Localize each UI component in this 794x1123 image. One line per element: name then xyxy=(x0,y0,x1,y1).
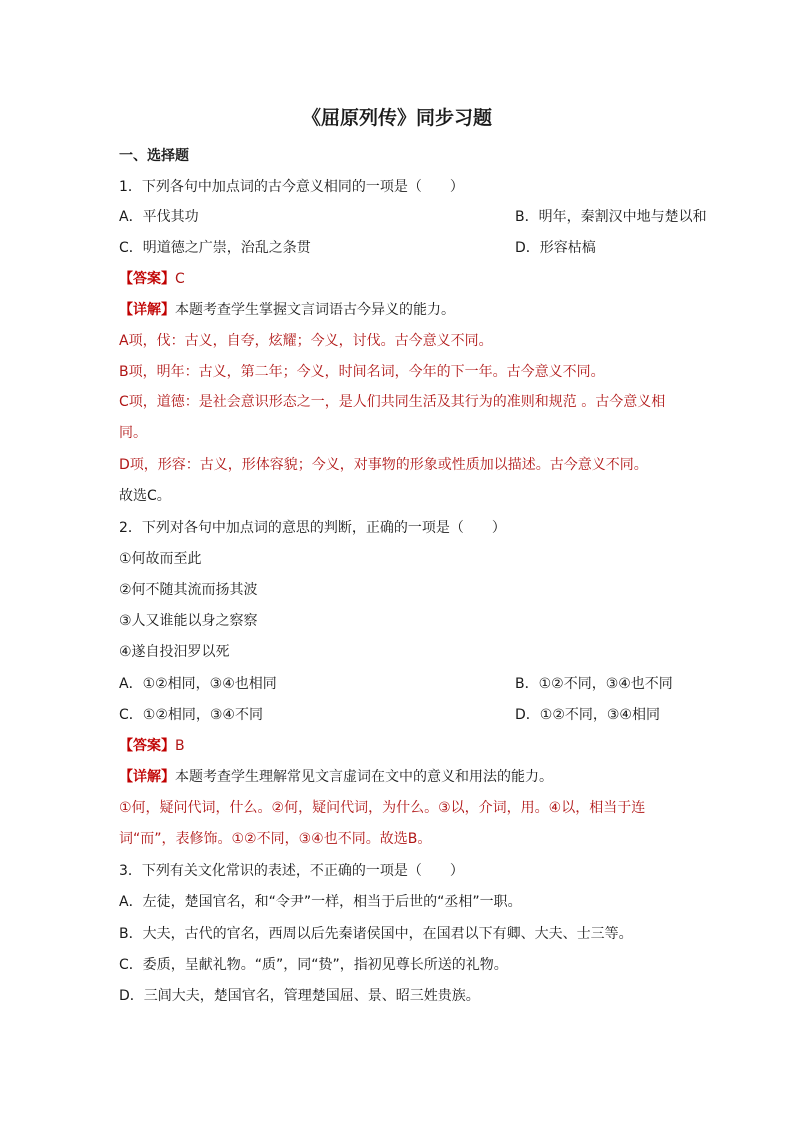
question-3-option-c: C．委质，呈献礼物。“质”，同“贽”，指初见尊长所送的礼物。 xyxy=(119,957,508,973)
question-2-answer xyxy=(119,736,185,756)
detail-tag: 【详解】 xyxy=(119,302,175,318)
question-1-explanation-c: C项，道德：是社会意识形态之一，是人们共同生活及其行为的准则和规范 。古今意义相同。 xyxy=(119,394,666,441)
question-1-option-d: D．形容枯槁 xyxy=(515,240,596,256)
answer-value: C xyxy=(175,271,185,287)
question-1-option-row-1 xyxy=(119,207,707,227)
answer-value: B xyxy=(175,738,185,754)
document-title: 《屈原列传》同步习题 xyxy=(301,107,492,129)
question-2-option-a: A．①②相同，③④也相同 xyxy=(119,676,277,692)
question-2-sentence-3: ③人又谁能以身之察察 xyxy=(119,613,258,629)
question-2-option-row-2 xyxy=(119,705,660,725)
detail-tag: 【详解】 xyxy=(119,769,175,785)
question-1-option-c: C．明道德之广崇，治乱之条贯 xyxy=(119,240,311,256)
question-1-option-a: A．平伐其功 xyxy=(119,209,199,225)
question-3-option-a: A．左徒，楚国官名，和“令尹”一样，相当于后世的“丞相”一职。 xyxy=(119,894,522,910)
question-1-explanation-a: A项，伐：古义，自夸，炫耀；今义，讨伐。古今意义不同。 xyxy=(119,333,493,349)
question-2-option-d: D．①②不同，③④相同 xyxy=(515,707,660,723)
question-3-option-d: D．三闾大夫，楚国官名，管理楚国屈、景、昭三姓贵族。 xyxy=(119,988,480,1004)
question-1-conclusion: 故选C。 xyxy=(119,488,171,504)
question-2-sentence-1: ①何故而至此 xyxy=(119,551,202,567)
question-1-answer xyxy=(119,269,185,289)
question-2-option-c: C．①②相同，③④不同 xyxy=(119,707,263,723)
question-1-option-b: B．明年，秦割汉中地与楚以和 xyxy=(515,209,707,225)
question-2-detail xyxy=(119,767,553,787)
question-2-sentence-2: ②何不随其流而扬其波 xyxy=(119,582,258,598)
question-2-option-row-1 xyxy=(119,674,673,694)
question-2-sentence-4: ④遂自投汨罗以死 xyxy=(119,644,230,660)
question-1-option-row-2 xyxy=(119,238,596,258)
question-3-option-b: B．大夫，古代的官名，西周以后先秦诸侯国中，在国君以下有卿、大夫、士三等。 xyxy=(119,926,633,942)
detail-text: 本题考查学生掌握文言词语古今异义的能力。 xyxy=(175,302,455,318)
question-1-detail xyxy=(119,300,455,320)
question-2-explanation: ①何，疑问代词，什么。②何，疑问代词，为什么。③以，介词，用。④以，相当于连词“而”，表修饰。①②不同，③④也不同。故选B。 xyxy=(119,800,646,847)
section-heading: 一、选择题 xyxy=(119,148,189,164)
answer-tag: 【答案】 xyxy=(119,271,175,287)
detail-text: 本题考查学生理解常见文言虚词在文中的意义和用法的能力。 xyxy=(175,769,553,785)
question-1-explanation-b: B项，明年：古义，第二年；今义，时间名词，今年的下一年。古今意义不同。 xyxy=(119,364,605,380)
question-2-option-b: B．①②不同，③④也不同 xyxy=(515,676,673,692)
question-2-stem: 2．下列对各句中加点词的意思的判断，正确的一项是（ ） xyxy=(119,520,506,536)
answer-tag: 【答案】 xyxy=(119,738,175,754)
question-3-stem: 3．下列有关文化常识的表述，不正确的一项是（ ） xyxy=(119,863,464,879)
question-1-explanation-d: D项，形容：古义，形体容貌；今义，对事物的形象或性质加以描述。古今意义不同。 xyxy=(119,457,648,473)
question-1-stem: 1．下列各句中加点词的古今意义相同的一项是（ ） xyxy=(119,179,464,195)
